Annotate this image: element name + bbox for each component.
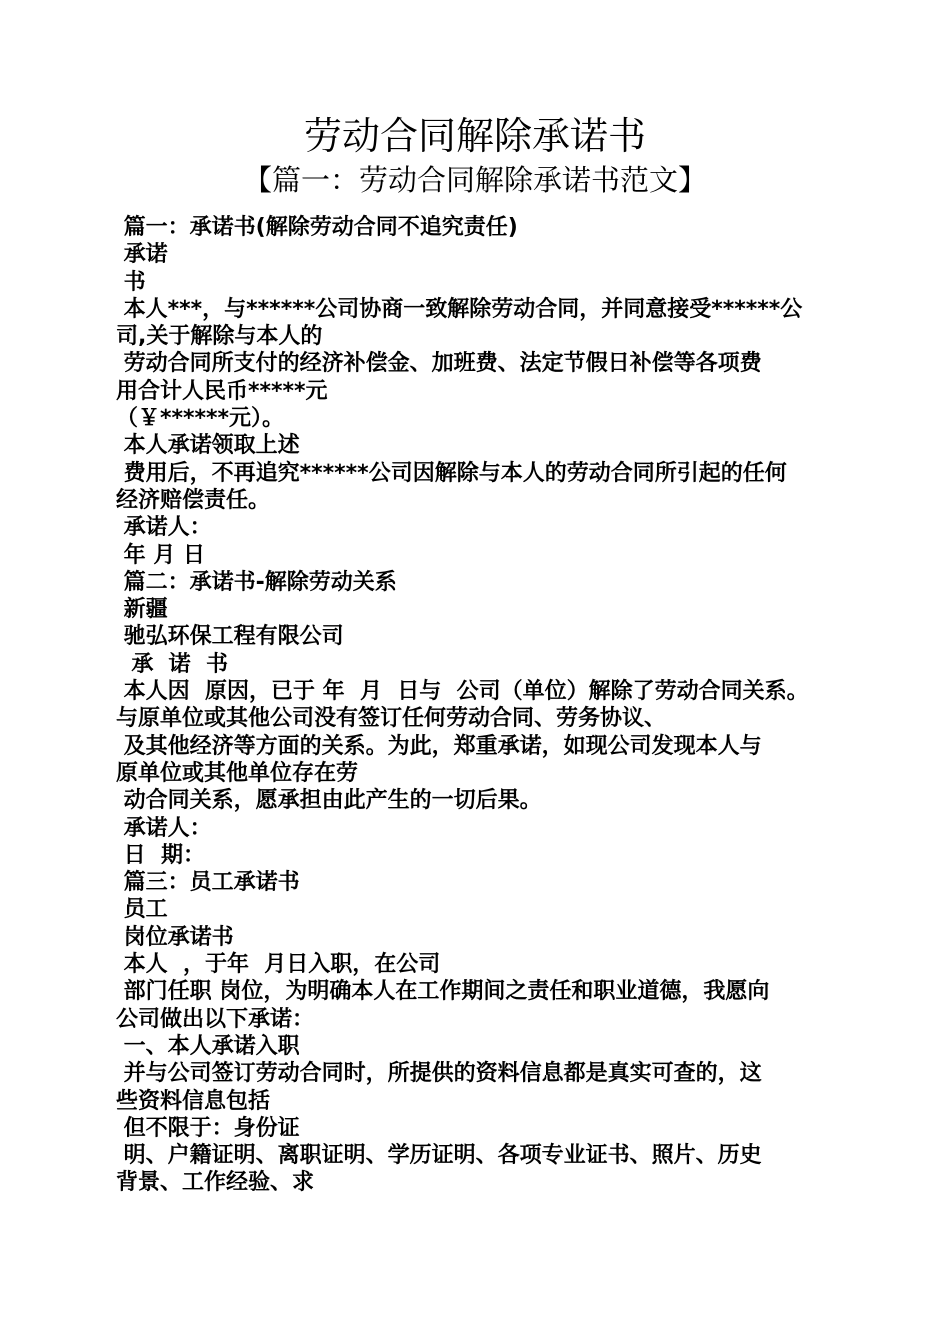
body-text-line: 司,关于解除与本人的 <box>116 324 323 350</box>
body-text-line: 及其他经济等方面的关系。为此，郑重承诺，如现公司发现本人与 <box>116 733 762 759</box>
body-text-line: 部门任职 岗位，为明确本人在工作期间之责任和职业道德，我愿向 <box>116 979 770 1005</box>
body-text-line: 原单位或其他单位存在劳 <box>116 760 359 786</box>
body-text-line: 本人***，与******公司协商一致解除劳动合同，并同意接受******公 <box>116 296 803 322</box>
document-body <box>116 214 846 1197</box>
body-text-line: 背景、工作经验、求 <box>116 1170 315 1196</box>
body-text-line: 篇二：承诺书-解除劳动关系 <box>116 569 397 595</box>
body-text-line: 明、户籍证明、离职证明、学历证明、各项专业证书、照片、历史 <box>116 1143 762 1169</box>
body-text-line: 费用后，不再追究******公司因解除与本人的劳动合同所引起的任何 <box>116 460 787 486</box>
body-text-line: （￥******元）。 <box>116 406 285 432</box>
body-text-line: 新疆 <box>116 597 168 623</box>
document-title: 劳动合同解除承诺书 <box>303 114 646 158</box>
body-text-line: 员工 <box>116 897 168 923</box>
body-text-line: 本人 ，于年 月日入职，在公司 <box>116 952 441 978</box>
body-text-line: 劳动合同所支付的经济补偿金、加班费、法定节假日补偿等各项费 <box>116 351 762 377</box>
body-text-line: 些资料信息包括 <box>116 1088 271 1114</box>
body-text-line: 承诺人： <box>116 515 212 541</box>
body-text-line: 年 月 日 <box>116 542 205 568</box>
body-text-line: 与原单位或其他公司没有签订任何劳动合同、劳务协议、 <box>116 706 667 732</box>
body-text-line: 承诺 <box>116 242 168 268</box>
body-text-line: 用合计人民币*****元 <box>116 378 328 404</box>
body-text-line: 日 期： <box>116 842 205 868</box>
body-text-line: 公司做出以下承诺： <box>116 1006 315 1032</box>
body-text-line: 但不限于：身份证 <box>116 1115 300 1141</box>
body-text-line: 并与公司签订劳动合同时，所提供的资料信息都是真实可查的，这 <box>116 1061 762 1087</box>
body-text-line: 承 诺 书 <box>116 651 228 677</box>
body-text-line: 经济赔偿责任。 <box>116 487 271 513</box>
body-text-line: 动合同关系，愿承担由此产生的一切后果。 <box>116 788 542 814</box>
body-text-line: 本人因 原因，已于 年 月 日与 公司（单位）解除了劳动合同关系。 <box>116 679 809 705</box>
body-text-line: 驰弘环保工程有限公司 <box>116 624 344 650</box>
body-text-line: 篇一：承诺书(解除劳动合同不追究责任) <box>116 215 518 240</box>
body-text-line: 本人承诺领取上述 <box>116 433 300 459</box>
body-text-line: 书 <box>116 269 146 295</box>
document-subtitle: 【篇一：劳动合同解除承诺书范文】 <box>242 163 707 197</box>
body-text-line: 篇三：员工承诺书 <box>116 870 300 896</box>
body-text-line: 承诺人： <box>116 815 212 841</box>
body-text-line: 岗位承诺书 <box>116 924 234 950</box>
body-text-line: 一、本人承诺入职 <box>116 1033 300 1059</box>
